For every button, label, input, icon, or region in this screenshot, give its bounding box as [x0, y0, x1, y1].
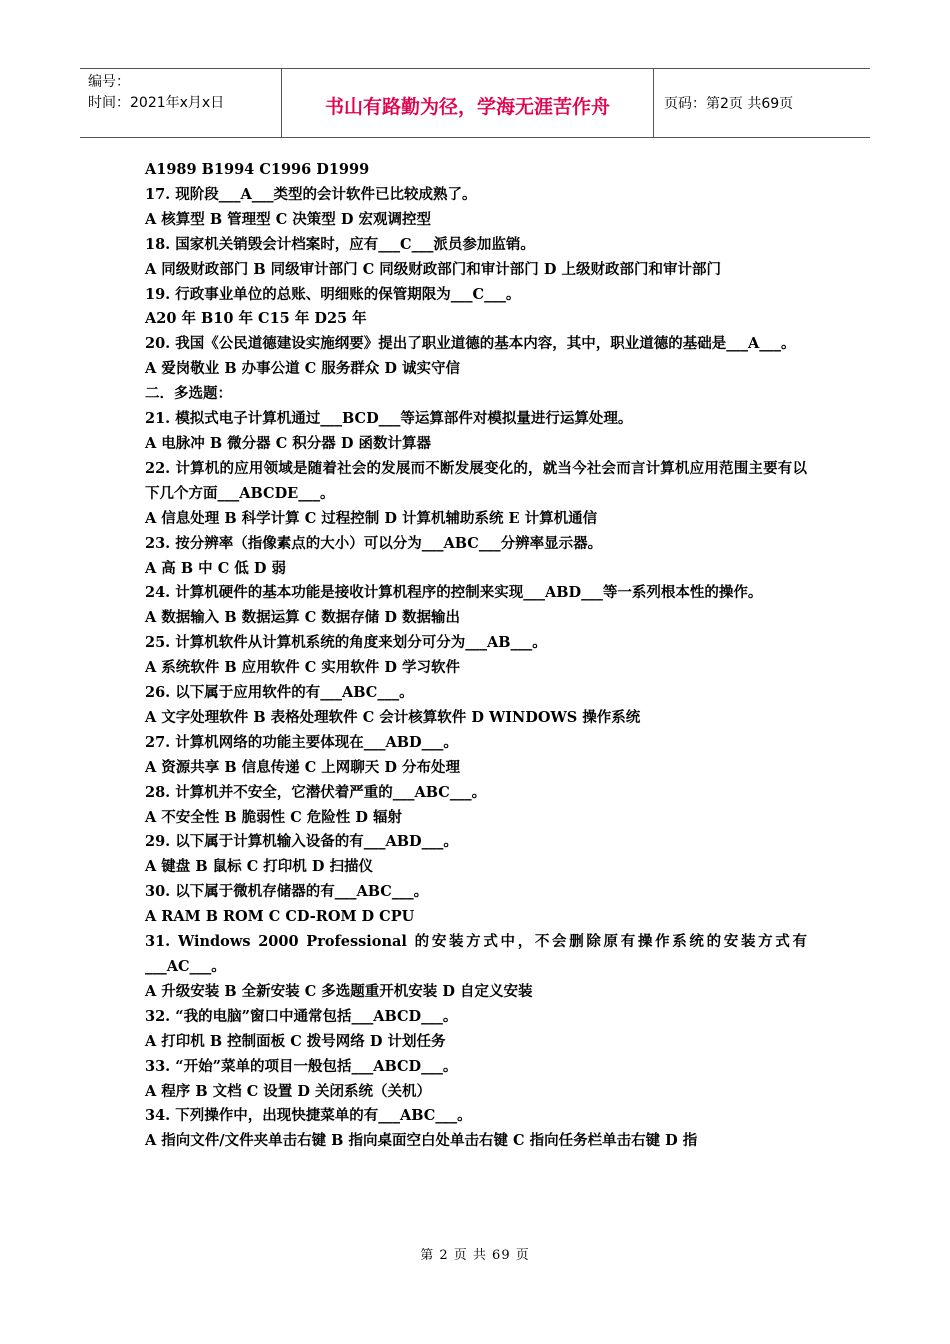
question-27: 27. 计算机网络的功能主要体现在___ABD___。 [145, 733, 458, 751]
question-22: 22. 计算机的应用领域是随着社会的发展而不断发展变化的，就当今社会而言计算机应用范围主要有以下几个方面___ABCDE___。 [145, 459, 807, 502]
options-34: A 指向文件/文件夹单击右键 B 指向桌面空白处单击右键 C 指向任务栏单击右键 D 指 [145, 1132, 698, 1150]
question-20: 20. 我国《公民道德建设实施纲要》提出了职业道德的基本内容，其中，职业道德的基础是___A___。 [145, 335, 796, 353]
options-29: A 键盘 B 鼠标 C 打印机 D 扫描仪 [145, 858, 373, 876]
document-number-label: 编号： [88, 74, 130, 90]
options-26: A 文字处理软件 B 表格处理软件 C 会计核算软件 D WINDOWS 操作系统 [145, 708, 641, 726]
options-18: A 同级财政部门 B 同级审计部门 C 同级财政部门和审计部门 D 上级财政部门和审计部门 [145, 260, 721, 278]
question-33: 33. “开始”菜单的项目一般包括___ABCD___。 [145, 1057, 458, 1075]
options-30: A RAM B ROM C CD-ROM D CPU [145, 908, 415, 926]
text-line: A1989 B1994 C1996 D1999 [145, 161, 370, 178]
options-33: A 程序 B 文档 C 设置 D 关闭系统（关机） [145, 1082, 431, 1100]
question-32: 32. “我的电脑”窗口中通常包括___ABCD___。 [145, 1007, 458, 1025]
question-17: 17. 现阶段___A___类型的会计软件已比较成熟了。 [145, 185, 477, 203]
options-21: A 电脉冲 B 微分器 C 积分器 D 函数计算器 [145, 434, 431, 452]
question-29: 29. 以下属于计算机输入设备的有___ABD___。 [145, 833, 458, 851]
options-31: A 升级安装 B 全新安装 C 多选题重开机安装 D 自定义安装 [145, 982, 533, 1000]
header-meta [80, 69, 282, 137]
options-17: A 核算型 B 管理型 C 决策型 D 宏观调控型 [145, 210, 431, 228]
options-22: A 信息处理 B 科学计算 C 过程控制 D 计算机辅助系统 E 计算机通信 [145, 509, 598, 527]
page-header [80, 68, 870, 138]
options-19: A20 年 B10 年 C15 年 D25 年 [145, 310, 367, 328]
options-25: A 系统软件 B 应用软件 C 实用软件 D 学习软件 [145, 659, 460, 677]
section-heading-multiple-choice: 二．多选题： [145, 385, 232, 403]
options-23: A 高 B 中 C 低 D 弱 [145, 559, 286, 577]
options-32: A 打印机 B 控制面板 C 拨号网络 D 计划任务 [145, 1032, 446, 1050]
document-body [145, 158, 807, 1154]
question-21: 21. 模拟式电子计算机通过___BCD___等运算部件对模拟量进行运算处理。 [145, 410, 633, 428]
question-28: 28. 计算机并不安全，它潜伏着严重的___ABC___。 [145, 783, 487, 801]
question-24: 24. 计算机硬件的基本功能是接收计算机程序的控制来实现___ABD___等一系列根本性的操作。 [145, 584, 763, 602]
options-20: A 爱岗敬业 B 办事公道 C 服务群众 D 诚实守信 [145, 360, 460, 378]
options-24: A 数据输入 B 数据运算 C 数据存储 D 数据输出 [145, 609, 460, 627]
question-30: 30. 以下属于微机存储器的有___ABC___。 [145, 883, 429, 901]
page-footer: 第 2 页 共 69 页 [420, 1248, 530, 1263]
question-18: 18. 国家机关销毁会计档案时，应有___C___派员参加监销。 [145, 235, 535, 253]
question-26: 26. 以下属于应用软件的有___ABC___。 [145, 684, 414, 702]
header-motto: 书山有路勤为径，学海无涯苦作舟 [282, 69, 654, 137]
question-19: 19. 行政事业单位的总账、明细账的保管期限为___C___。 [145, 285, 521, 303]
question-25: 25. 计算机软件从计算机系统的角度来划分可分为___AB___。 [145, 634, 547, 652]
header-page-info: 页码：第2页 共69页 [664, 96, 794, 112]
question-31: 31. Windows 2000 Professional 的安装方式中，不会删除原有操作系统的安装方式有___AC___。 [145, 933, 807, 975]
options-27: A 资源共享 B 信息传递 C 上网聊天 D 分布处理 [145, 758, 460, 776]
document-date: 时间：2021年x月x日 [88, 95, 225, 111]
question-23: 23. 按分辨率（指像素点的大小）可以分为___ABC___分辨率显示器。 [145, 534, 603, 552]
question-34: 34. 下列操作中，出现快捷菜单的有___ABC___。 [145, 1107, 472, 1125]
options-28: A 不安全性 B 脆弱性 C 危险性 D 辐射 [145, 808, 402, 826]
